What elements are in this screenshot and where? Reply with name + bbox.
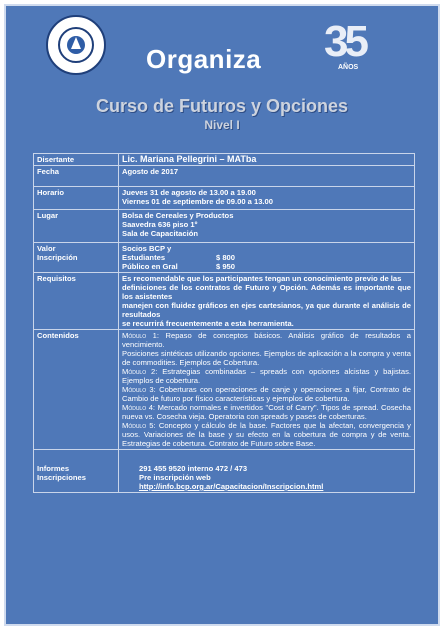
- informes-phone: 291 455 9520 interno 472 / 473: [139, 464, 248, 473]
- informes-preinscripcion: Pre inscripción web: [139, 473, 211, 482]
- requisitos-line-2: definiciones de los contratos de Futuro y Opción. Además es importante que los asistentes: [122, 283, 411, 301]
- contenido-text: Repaso de conceptos básicos. Análisis gráfico de resultados a vencimiento.: [122, 331, 411, 349]
- lugar-label: Lugar: [34, 210, 119, 243]
- contenido-text: Mercado normales e invertidos "Cost of Carry". Tipos de spread. Cosecha nueva vs. Cosecha vieja. Operatoria con spreads y pases de coberturas.: [122, 403, 411, 421]
- inscripcion-link[interactable]: http://info.bcp.org.ar/Capacitacion/Inscripcion.html: [139, 482, 324, 491]
- valor-label-2: Inscripción: [37, 253, 78, 262]
- contenido-item: [122, 331, 411, 349]
- horario-value: [119, 187, 415, 210]
- requisitos-label: Requisitos: [34, 273, 119, 330]
- flyer-header: [6, 6, 438, 88]
- row-lugar: [34, 210, 415, 243]
- valor-publico-amount: $ 950: [216, 262, 236, 271]
- fecha-value: Agosto de 2017: [119, 166, 415, 187]
- informes-value: [119, 450, 415, 493]
- row-requisitos: [34, 273, 415, 330]
- valor-value: [119, 243, 415, 273]
- lugar-value: [119, 210, 415, 243]
- contenido-text: Posiciones sintéticas utilizando opciones. Ejemplos de aplicación a la compra y venta de commodities. Ejemplos de Cobertura.: [122, 349, 411, 367]
- seal-emblem-icon: [48, 17, 104, 73]
- informes-label-2: Inscripciones: [37, 473, 86, 482]
- valor-label: [34, 243, 119, 273]
- contenido-modulo: Módulo 5:: [122, 421, 156, 430]
- contenidos-value: [119, 330, 415, 450]
- contenido-item: [122, 385, 411, 403]
- contenido-modulo: Módulo 3:: [122, 385, 156, 394]
- course-title: Curso de Futuros y Opciones: [95, 96, 349, 116]
- requisitos-line-1: Es recomendable que los participantes tengan un conocimiento previo de las: [122, 274, 402, 283]
- informes-label: [34, 450, 119, 493]
- row-informes: [34, 450, 415, 493]
- horario-label: Horario: [34, 187, 119, 210]
- row-disertante: [34, 154, 415, 166]
- contenido-text: Estrategias combinadas – spreads con opciones alcistas y bajistas. Ejemplos de cobertura.: [122, 367, 411, 385]
- contenido-item: [122, 403, 411, 421]
- bolsa-seal-logo: [46, 15, 106, 75]
- contenido-text: Concepto y cálculo de la base. Factores que la afectan, convergencia y usos. Variaciones de la base y su efecto en la cobertura de compra y de venta. Estrategias de cobertura. Contrato de Futuro sobre Base.: [122, 421, 411, 448]
- course-info-table: [33, 153, 415, 493]
- organiza-heading: Organiza: [146, 44, 262, 74]
- contenido-modulo: Módulo 4:: [122, 403, 156, 412]
- contenido-modulo: Módulo 1:: [122, 331, 159, 340]
- requisitos-line-3: manejen con fluidez gráficos en ejes cartesianos, ya que durante el análisis de resultados: [122, 301, 411, 319]
- contenido-item: [122, 367, 411, 385]
- course-level: Nivel I: [204, 118, 240, 132]
- horario-line-2: Viernes 01 de septiembre de 09.00 a 13.00: [122, 197, 273, 206]
- contenido-text: Coberturas con operaciones de canje y operaciones a fijar, Contrato de Cambio de futuro por físico características y ejemplos de cobertura.: [122, 385, 411, 403]
- valor-socios-desc: Socios BCP y Estudiantes: [122, 244, 172, 262]
- contenidos-label: Contenidos: [34, 330, 119, 450]
- disertante-value: Lic. Mariana Pellegrini – MATba: [119, 154, 415, 166]
- flyer-page: [4, 4, 440, 626]
- lugar-line-3: Sala de Capacitación: [122, 229, 198, 238]
- anniversary-word: AÑOS: [338, 64, 359, 71]
- fecha-label: Fecha: [34, 166, 119, 187]
- informes-label-1: Informes: [37, 464, 70, 473]
- row-valor: [34, 243, 415, 273]
- disertante-label: Disertante: [34, 154, 119, 166]
- lugar-line-2: Saavedra 636 piso 1º: [122, 220, 198, 229]
- lugar-line-1: Bolsa de Cereales y Productos: [122, 211, 234, 220]
- contenido-modulo: Módulo 2:: [122, 367, 158, 376]
- valor-label-1: Valor: [37, 244, 56, 253]
- horario-line-1: Jueves 31 de agosto de 13.00 a 19.00: [122, 188, 256, 197]
- valor-socios-amount: $ 800: [216, 253, 236, 262]
- row-horario: [34, 187, 415, 210]
- row-fecha: [34, 166, 415, 187]
- requisitos-line-4: se recurrirá frecuentemente a esta herramienta.: [122, 319, 294, 328]
- contenido-item: [122, 421, 411, 448]
- requisitos-value: [119, 273, 415, 330]
- valor-publico-desc: Público en Gral: [122, 262, 178, 271]
- row-contenidos: [34, 330, 415, 450]
- anniversary-logo: [324, 17, 384, 80]
- contenido-item: [122, 349, 411, 367]
- anniversary-number: 35: [324, 17, 365, 66]
